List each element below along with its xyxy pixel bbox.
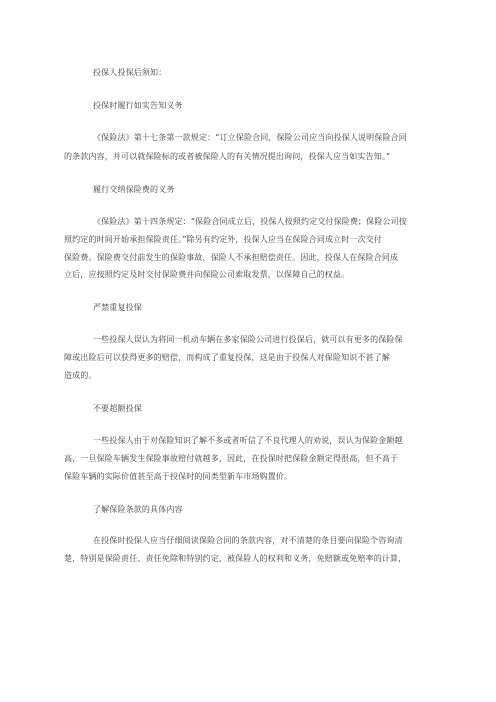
paragraph-line: 楚，特别是保险责任、责任免除和特别约定，被保险人的权利和义务，免赔额或免赔率的计算， <box>64 554 407 563</box>
section-heading: 投保时履行如实告知义务 <box>93 101 183 110</box>
paragraph-line: 立后，应按照约定及时交付保险费并向保险公司索取发票，以保障自己的权益。 <box>64 270 350 279</box>
paragraph-line: 照约定的时间开始承担保险责任。”除另有约定外，投保人应当在保险合同成立时一次交付 <box>64 235 383 244</box>
section-heading: 严禁重复投保 <box>93 303 142 312</box>
paragraph-line: 保险费。保险费交付前发生的保险事故，保险人不承担赔偿责任。因此，投保人在保险合同成 <box>64 253 399 262</box>
paragraph-line: 在投保时投保人应当仔细阅读保险合同的条款内容，对不清楚的条目要向保险个咨询清 <box>93 536 403 545</box>
paragraph-line: 《保险法》第十四条规定：“保险合同成立后，投保人按照约定交付保险费；保险公司按 <box>93 217 407 226</box>
paragraph-line: 保险车辆的实际价值甚至高于投保时的同类型新车市场购置价。 <box>64 472 293 481</box>
paragraph-line: 高，一旦保险车辆发生保险事故赔付就越多，因此，在投保时把保险金额定得很高，但不高于 <box>64 454 399 463</box>
document-title: 投保人投保后须知： <box>93 68 167 77</box>
section-heading: 履行交纳保险费的义务 <box>93 185 175 194</box>
paragraph-line: 《保险法》第十七条第一款规定：“订立保险合同，保险公司应当向投保人说明保险合同 <box>93 133 407 142</box>
paragraph-line: 造成的。 <box>64 371 97 380</box>
section-heading: 了解保险条款的具体内容 <box>93 505 183 514</box>
paragraph-line: 的条款内容，并可以就保险标的或者被保险人的有关情况提出询问，投保人应当如实告知。” <box>64 152 391 161</box>
paragraph-line: 一些投保人由于对保险知识了解不多或者听信了不良代理人的劝说，误认为保险金额越 <box>93 436 403 445</box>
paragraph-line: 一些投保人误认为将同一机动车辆在多家保险公司进行投保后，就可以有更多的保险保 <box>93 335 403 344</box>
paragraph-line: 障或出险后可以获得更多的赔偿，而构成了重复投保，这是由于投保人对保险知识不甚了解 <box>64 353 390 362</box>
section-heading: 不要超额投保 <box>93 404 142 413</box>
